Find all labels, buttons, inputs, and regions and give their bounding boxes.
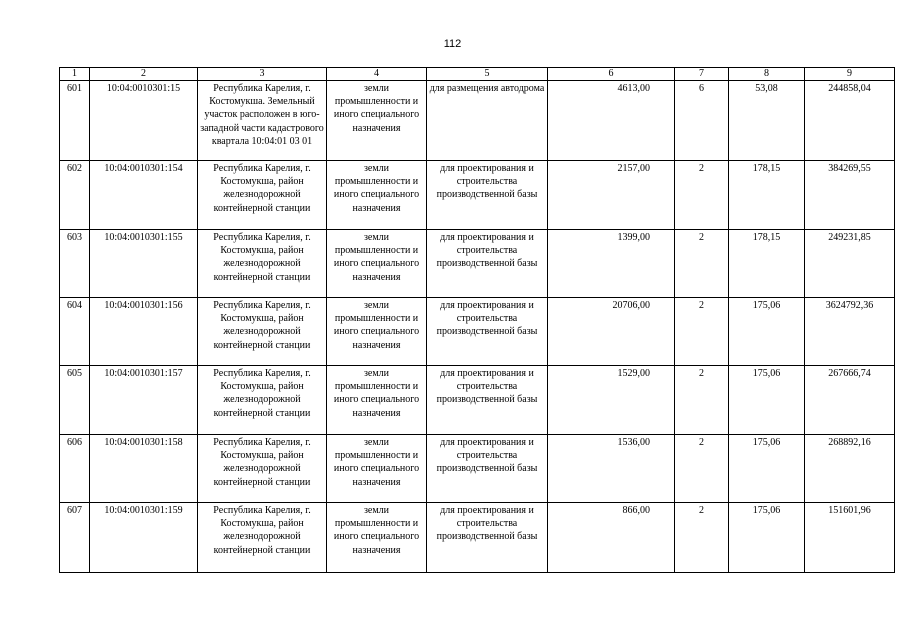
column-9-cell: 249231,85 xyxy=(805,230,895,298)
column-8-cell: 175,06 xyxy=(729,366,805,435)
table-row xyxy=(60,366,895,435)
column-9-cell: 384269,55 xyxy=(805,161,895,230)
row-number-cell: 603 xyxy=(60,230,90,298)
column-7-cell: 2 xyxy=(675,435,729,503)
header-cell: 7 xyxy=(675,68,729,81)
address-cell: Республика Карелия, г. Костомукша, район железнодорожной контейнерной станции xyxy=(198,298,327,366)
column-7-cell: 6 xyxy=(675,81,729,161)
column-7-cell: 2 xyxy=(675,161,729,230)
land-category-cell: земли промышленности и иного специального назначения xyxy=(327,298,427,366)
land-category-cell: земли промышленности и иного специального назначения xyxy=(327,435,427,503)
table-header-row xyxy=(60,68,895,81)
area-cell: 1399,00 xyxy=(548,230,675,298)
cadastral-number-cell: 10:04:0010301:158 xyxy=(90,435,198,503)
row-number-cell: 606 xyxy=(60,435,90,503)
column-8-cell: 53,08 xyxy=(729,81,805,161)
column-7-cell: 2 xyxy=(675,298,729,366)
area-cell: 20706,00 xyxy=(548,298,675,366)
row-number-cell: 605 xyxy=(60,366,90,435)
column-9-cell: 267666,74 xyxy=(805,366,895,435)
column-7-cell: 2 xyxy=(675,503,729,573)
row-number-cell: 601 xyxy=(60,81,90,161)
area-cell: 1536,00 xyxy=(548,435,675,503)
header-cell: 2 xyxy=(90,68,198,81)
area-cell: 1529,00 xyxy=(548,366,675,435)
cadastral-number-cell: 10:04:0010301:156 xyxy=(90,298,198,366)
column-7-cell: 2 xyxy=(675,366,729,435)
permitted-use-cell: для проектирования и строительства производственной базы xyxy=(427,503,548,573)
cadastral-number-cell: 10:04:0010301:159 xyxy=(90,503,198,573)
area-cell: 866,00 xyxy=(548,503,675,573)
header-cell: 3 xyxy=(198,68,327,81)
land-category-cell: земли промышленности и иного специального назначения xyxy=(327,503,427,573)
column-8-cell: 178,15 xyxy=(729,161,805,230)
table-row xyxy=(60,81,895,161)
cadastral-number-cell: 10:04:0010301:157 xyxy=(90,366,198,435)
table-row xyxy=(60,435,895,503)
header-cell: 9 xyxy=(805,68,895,81)
area-cell: 2157,00 xyxy=(548,161,675,230)
address-cell: Республика Карелия, г. Костомукша, район железнодорожной контейнерной станции xyxy=(198,230,327,298)
header-cell: 1 xyxy=(60,68,90,81)
land-category-cell: земли промышленности и иного специального назначения xyxy=(327,366,427,435)
area-cell: 4613,00 xyxy=(548,81,675,161)
page-number: 112 xyxy=(443,38,462,50)
column-9-cell: 268892,16 xyxy=(805,435,895,503)
permitted-use-cell: для размещения автодрома xyxy=(427,81,548,161)
cadastral-number-cell: 10:04:0010301:154 xyxy=(90,161,198,230)
column-8-cell: 175,06 xyxy=(729,503,805,573)
address-cell: Республика Карелия, г. Костомукша, район железнодорожной контейнерной станции xyxy=(198,435,327,503)
row-number-cell: 602 xyxy=(60,161,90,230)
table-row xyxy=(60,161,895,230)
row-number-cell: 604 xyxy=(60,298,90,366)
permitted-use-cell: для проектирования и строительства производственной базы xyxy=(427,435,548,503)
table-row xyxy=(60,230,895,298)
cadastral-number-cell: 10:04:0010301:15 xyxy=(90,81,198,161)
permitted-use-cell: для проектирования и строительства производственной базы xyxy=(427,230,548,298)
row-number-cell: 607 xyxy=(60,503,90,573)
cadastral-number-cell: 10:04:0010301:155 xyxy=(90,230,198,298)
column-8-cell: 178,15 xyxy=(729,230,805,298)
header-cell: 4 xyxy=(327,68,427,81)
table-row xyxy=(60,298,895,366)
address-cell: Республика Карелия, г. Костомукша, район железнодорожной контейнерной станции xyxy=(198,161,327,230)
permitted-use-cell: для проектирования и строительства производственной базы xyxy=(427,161,548,230)
column-9-cell: 151601,96 xyxy=(805,503,895,573)
address-cell: Республика Карелия, г. Костомукша, район железнодорожной контейнерной станции xyxy=(198,366,327,435)
column-7-cell: 2 xyxy=(675,230,729,298)
permitted-use-cell: для проектирования и строительства производственной базы xyxy=(427,366,548,435)
column-9-cell: 3624792,36 xyxy=(805,298,895,366)
header-cell: 6 xyxy=(548,68,675,81)
land-category-cell: земли промышленности и иного специального назначения xyxy=(327,81,427,161)
address-cell: Республика Карелия, г. Костомукша. Земельный участок расположен в юго-западной части кадастрового квартала 10:04:01 03 01 xyxy=(198,81,327,161)
column-8-cell: 175,06 xyxy=(729,298,805,366)
land-plot-table xyxy=(59,67,895,573)
header-cell: 5 xyxy=(427,68,548,81)
permitted-use-cell: для проектирования и строительства производственной базы xyxy=(427,298,548,366)
column-8-cell: 175,06 xyxy=(729,435,805,503)
land-category-cell: земли промышленности и иного специального назначения xyxy=(327,230,427,298)
address-cell: Республика Карелия, г. Костомукша, район железнодорожной контейнерной станции xyxy=(198,503,327,573)
header-cell: 8 xyxy=(729,68,805,81)
column-9-cell: 244858,04 xyxy=(805,81,895,161)
table-row xyxy=(60,503,895,573)
land-category-cell: земли промышленности и иного специального назначения xyxy=(327,161,427,230)
